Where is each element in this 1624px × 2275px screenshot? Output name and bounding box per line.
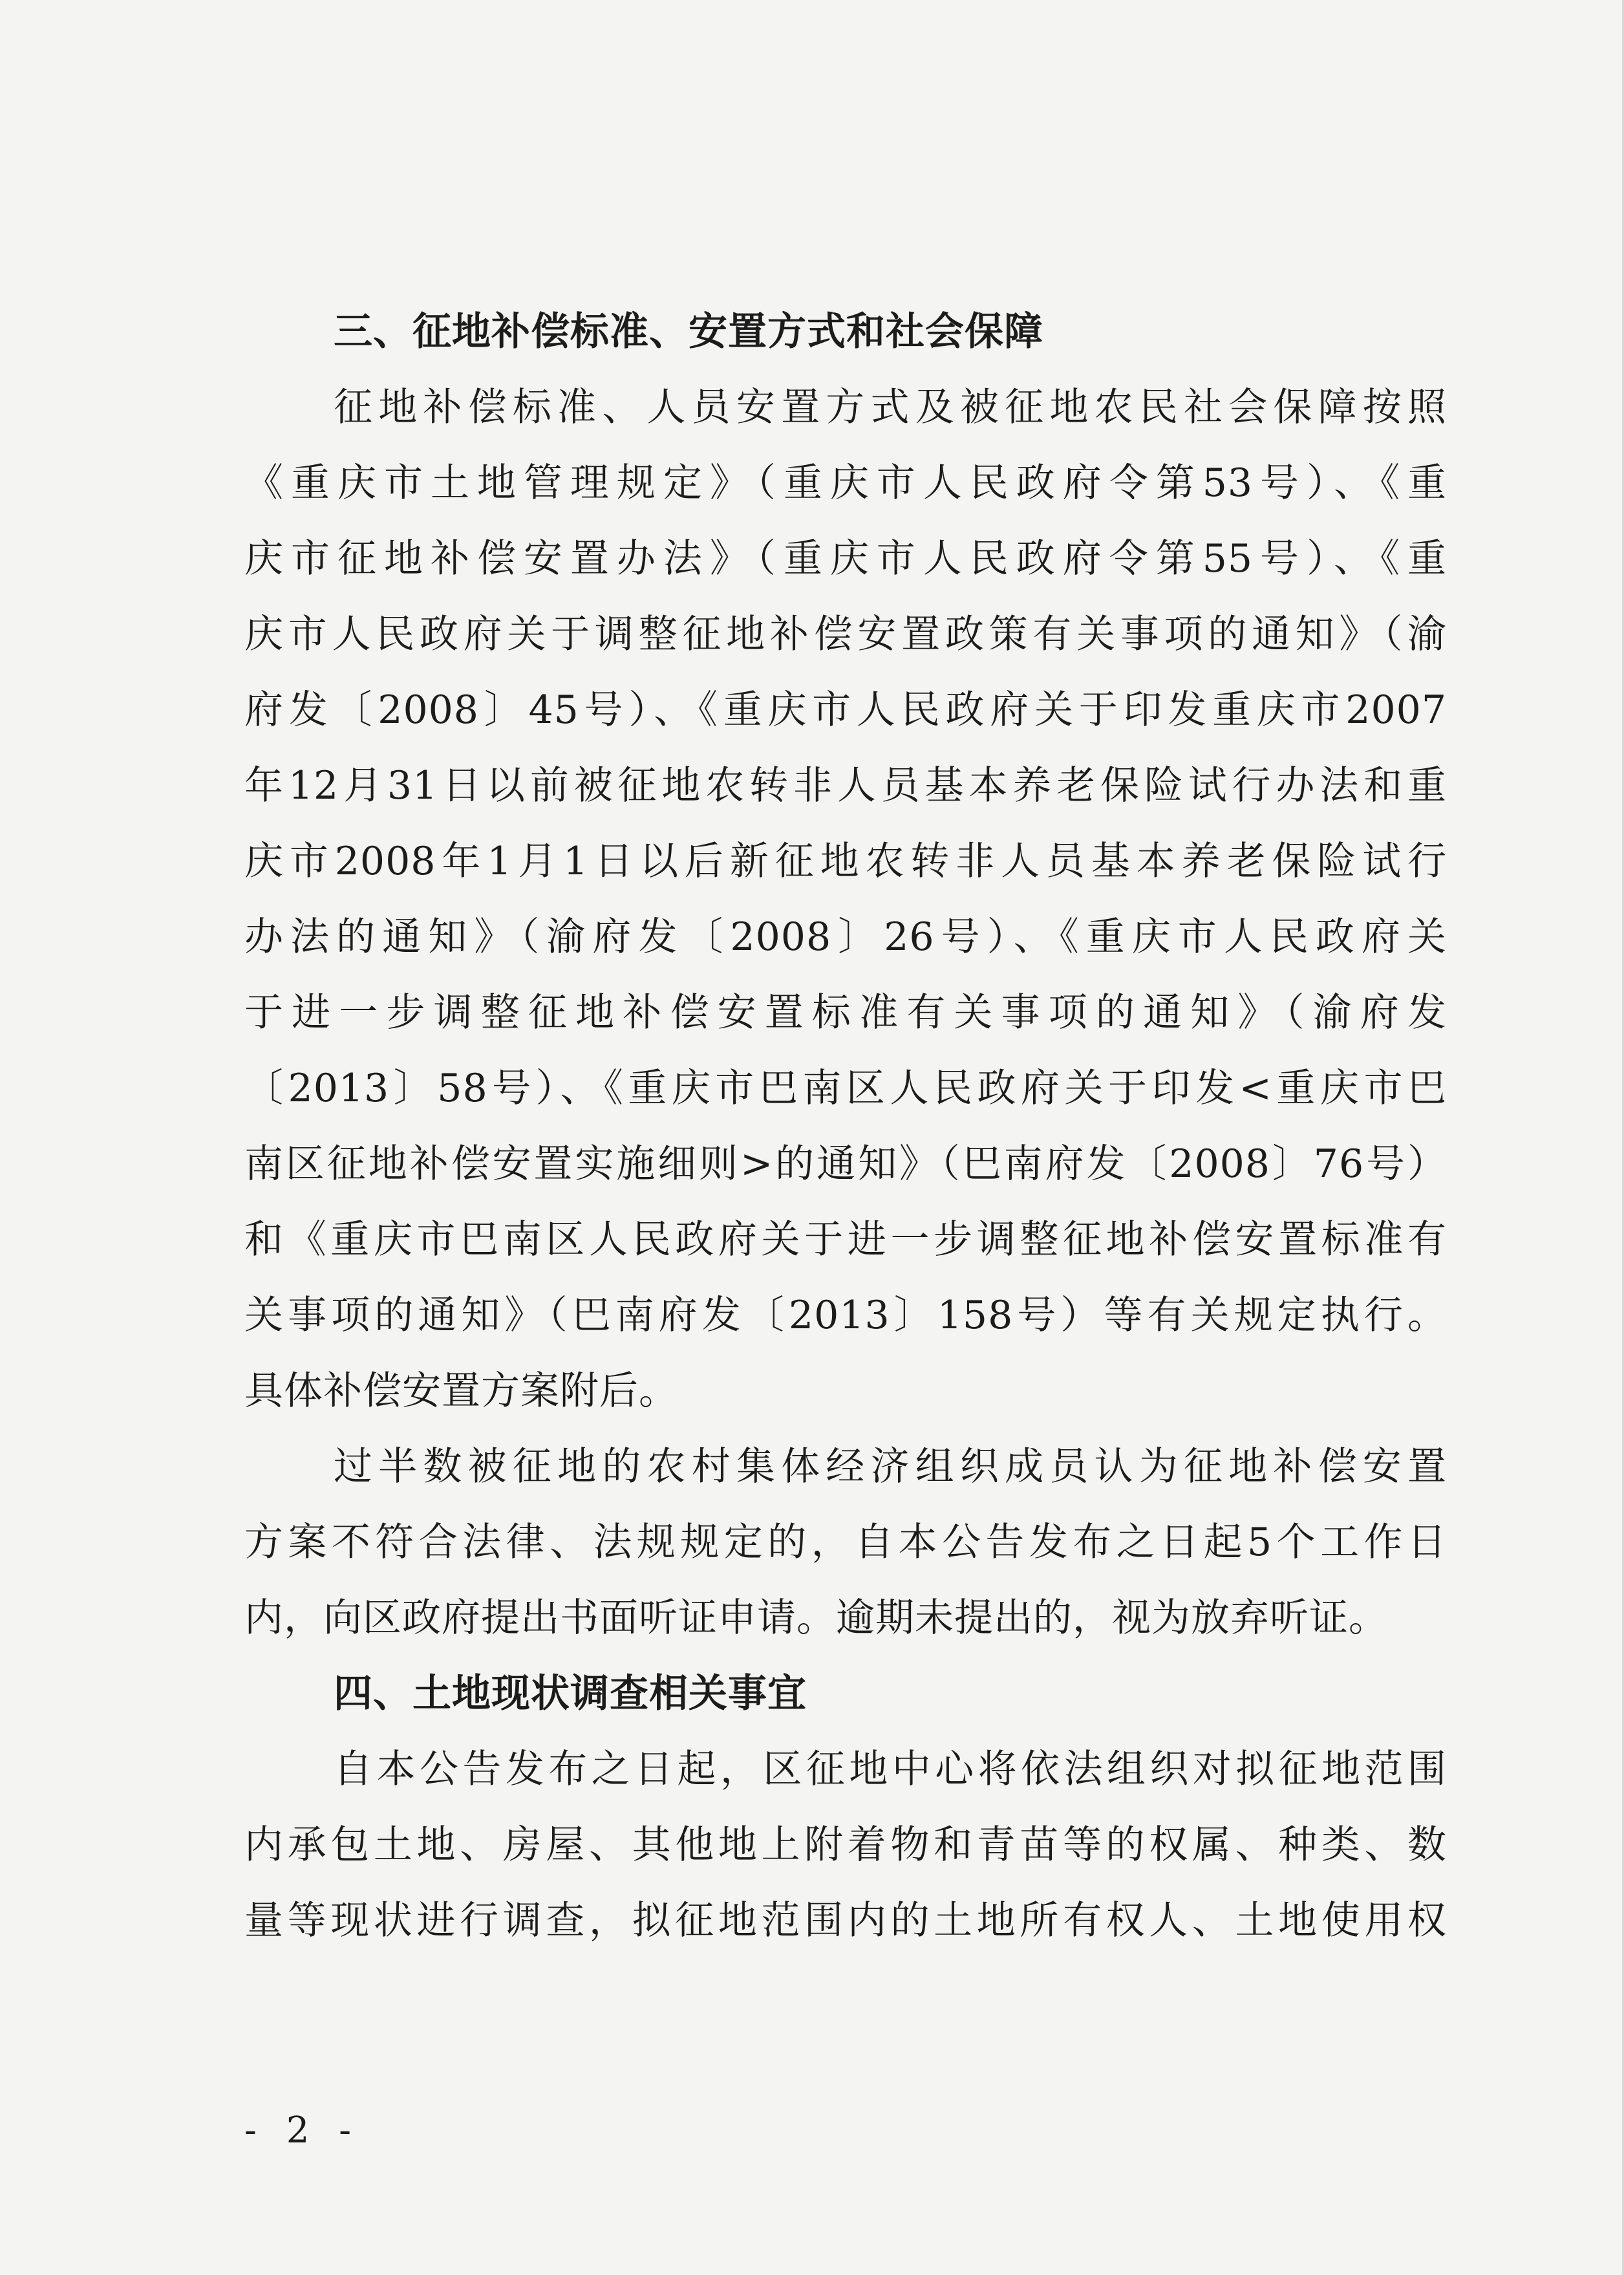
section-3-p1-line: 办法的通知》（渝府发〔2008〕26号）、《重庆市人民政府关 bbox=[244, 914, 1447, 960]
section-3-p1-line: 南区征地补偿安置实施细则>的通知》（巴南府发〔2008〕76号） bbox=[244, 1141, 1447, 1187]
section-3-p1-line: 庆市征地补偿安置办法》（重庆市人民政府令第55号）、《重 bbox=[244, 536, 1447, 581]
section-3-p2-line: 方案不符合法律、法规规定的，自本公告发布之日起5个工作日 bbox=[244, 1520, 1447, 1565]
section-3-p1-line: 〔2013〕58号）、《重庆市巴南区人民政府关于印发<重庆市巴 bbox=[244, 1066, 1447, 1111]
section-3-p1-line: 和《重庆市巴南区人民政府关于进一步调整征地补偿安置标准有 bbox=[244, 1217, 1447, 1262]
section-3-p1-line: 府发〔2008〕45号）、《重庆市人民政府关于印发重庆市2007 bbox=[244, 687, 1447, 733]
section-4-p1-line: 内承包土地、房屋、其他地上附着物和青苗等的权属、种类、数 bbox=[244, 1822, 1447, 1868]
section-3-heading: 三、征地补偿标准、安置方式和社会保障 bbox=[334, 309, 1043, 354]
section-3-p1-line: 庆市2008年1月1日以后新征地农转非人员基本养老保险试行 bbox=[244, 839, 1447, 884]
section-3-p1-line: 年12月31日以前被征地农转非人员基本养老保险试行办法和重 bbox=[244, 763, 1447, 808]
section-4-p1-line: 量等现状进行调查，拟征地范围内的土地所有权人、土地使用权 bbox=[244, 1898, 1447, 1943]
document-body bbox=[244, 294, 1447, 1959]
section-3-p2-line: 内，向区政府提出书面听证申请。逾期未提出的，视为放弃听证。 bbox=[244, 1595, 1388, 1641]
section-3-p1-line: 庆市人民政府关于调整征地补偿安置政策有关事项的通知》（渝 bbox=[244, 612, 1447, 657]
section-3-p1-line: 《重庆市土地管理规定》（重庆市人民政府令第53号）、《重 bbox=[244, 460, 1447, 506]
section-3-p2-line: 过半数被征地的农村集体经济组织成员认为征地补偿安置 bbox=[334, 1444, 1447, 1489]
section-3-p1-line: 征地补偿标准、人员安置方式及被征地农民社会保障按照 bbox=[334, 385, 1447, 430]
page-number: - 2 - bbox=[244, 2109, 361, 2151]
section-3-p1-line: 具体补偿安置方案附后。 bbox=[244, 1368, 678, 1414]
section-3-p1-line: 关事项的通知》（巴南府发〔2013〕158号）等有关规定执行。 bbox=[244, 1293, 1447, 1338]
section-3-p1-line: 于进一步调整征地补偿安置标准有关事项的通知》（渝府发 bbox=[244, 990, 1447, 1035]
section-4-heading: 四、土地现状调查相关事宜 bbox=[334, 1671, 807, 1716]
section-4-p1-line: 自本公告发布之日起，区征地中心将依法组织对拟征地范围 bbox=[334, 1747, 1447, 1792]
